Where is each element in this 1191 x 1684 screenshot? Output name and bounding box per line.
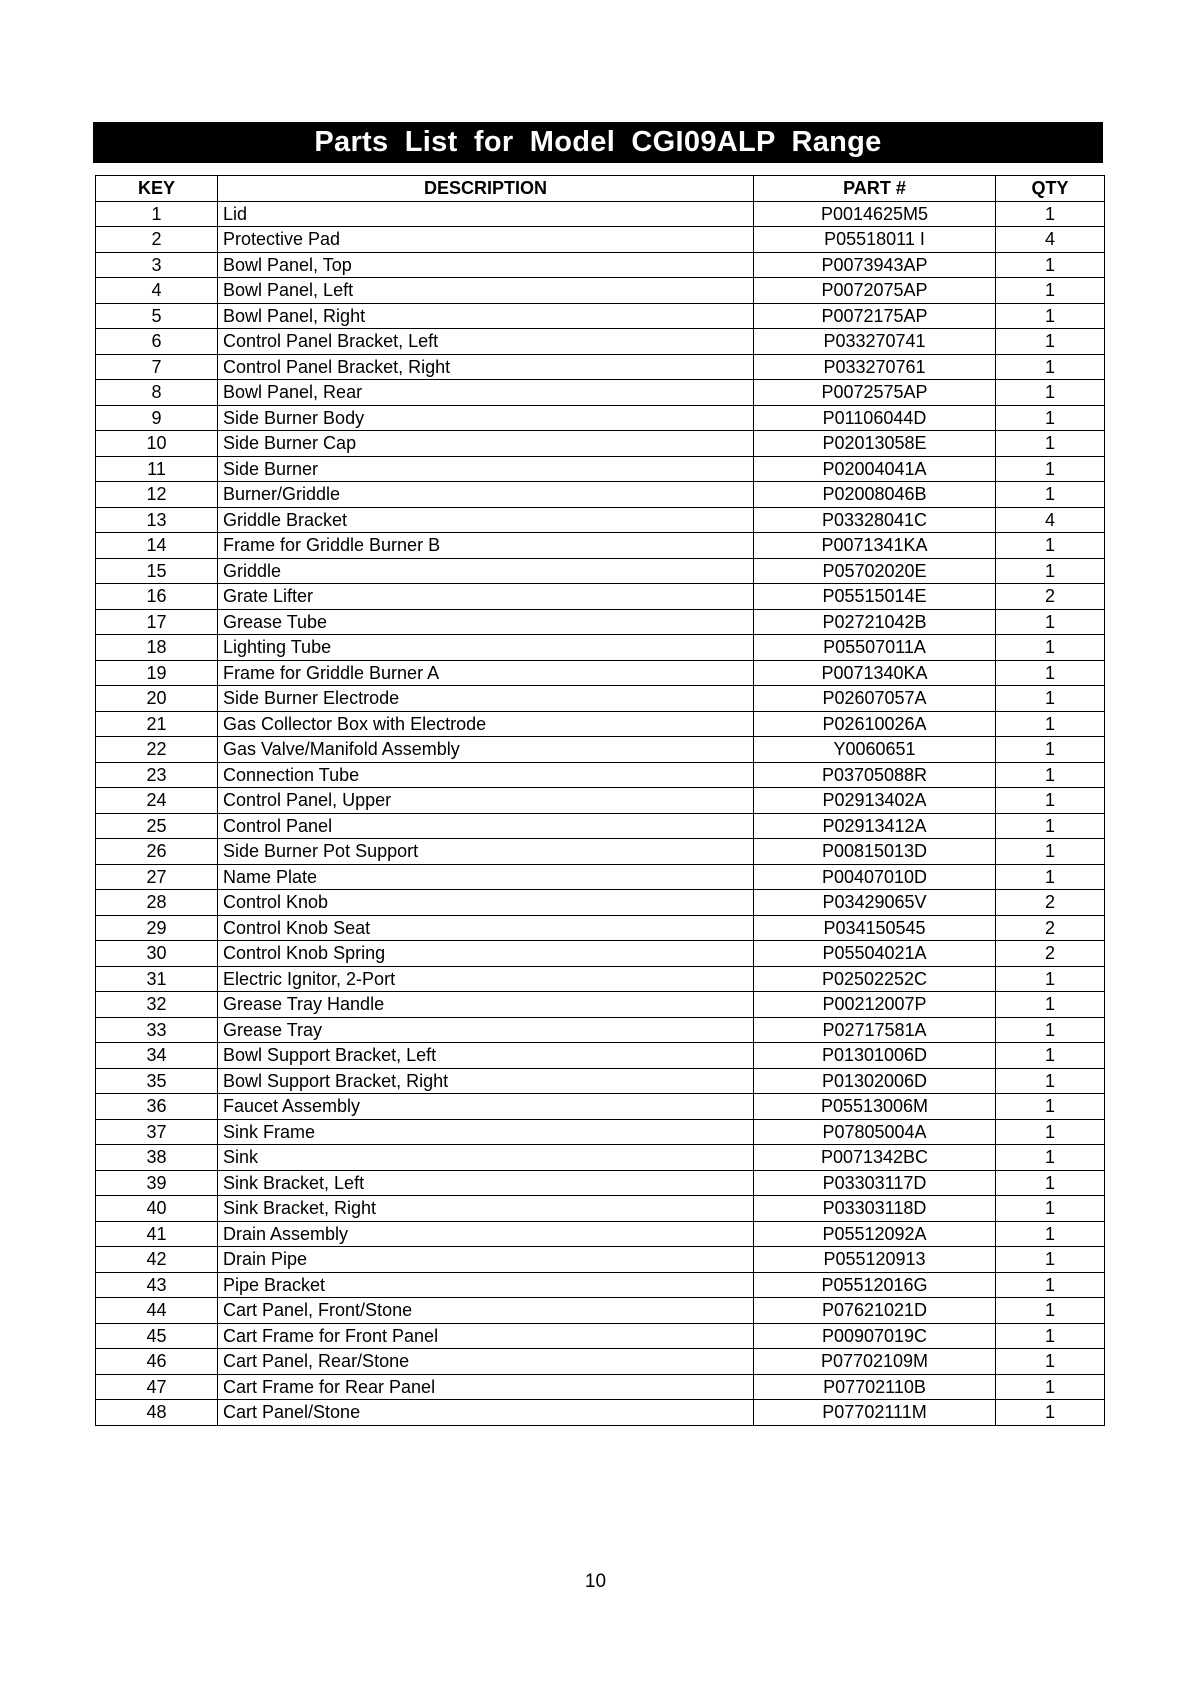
table-row	[96, 1221, 1105, 1247]
table-row	[96, 1400, 1105, 1426]
cell-part-number: P03303118D	[754, 1196, 996, 1222]
cell-key: 5	[96, 303, 218, 329]
cell-key: 21	[96, 711, 218, 737]
cell-qty: 1	[996, 1400, 1105, 1426]
cell-qty: 1	[996, 1374, 1105, 1400]
cell-description: Lid	[218, 201, 754, 227]
cell-key: 42	[96, 1247, 218, 1273]
table-row	[96, 813, 1105, 839]
cell-part-number: P03328041C	[754, 507, 996, 533]
cell-description: Side Burner	[218, 456, 754, 482]
table-row	[96, 507, 1105, 533]
cell-qty: 1	[996, 686, 1105, 712]
cell-description: Control Knob Seat	[218, 915, 754, 941]
cell-key: 26	[96, 839, 218, 865]
table-body	[96, 201, 1105, 1425]
cell-part-number: P034150545	[754, 915, 996, 941]
cell-description: Connection Tube	[218, 762, 754, 788]
cell-key: 40	[96, 1196, 218, 1222]
cell-part-number: P07702109M	[754, 1349, 996, 1375]
table-row	[96, 966, 1105, 992]
cell-description: Bowl Support Bracket, Left	[218, 1043, 754, 1069]
cell-key: 36	[96, 1094, 218, 1120]
cell-description: Frame for Griddle Burner B	[218, 533, 754, 559]
cell-qty: 1	[996, 1119, 1105, 1145]
cell-key: 16	[96, 584, 218, 610]
cell-key: 41	[96, 1221, 218, 1247]
cell-part-number: P02502252C	[754, 966, 996, 992]
cell-description: Sink Bracket, Right	[218, 1196, 754, 1222]
cell-description: Bowl Panel, Right	[218, 303, 754, 329]
cell-description: Drain Assembly	[218, 1221, 754, 1247]
page-title: Parts List for Model CGI09ALP Range	[93, 122, 1103, 163]
cell-part-number: P0071340KA	[754, 660, 996, 686]
cell-qty: 1	[996, 380, 1105, 406]
cell-qty: 1	[996, 864, 1105, 890]
cell-qty: 1	[996, 1272, 1105, 1298]
cell-key: 37	[96, 1119, 218, 1145]
table-row	[96, 1017, 1105, 1043]
cell-part-number: P07621021D	[754, 1298, 996, 1324]
table-row	[96, 1196, 1105, 1222]
table-row	[96, 533, 1105, 559]
cell-qty: 1	[996, 1247, 1105, 1273]
cell-description: Cart Frame for Front Panel	[218, 1323, 754, 1349]
cell-part-number: P033270761	[754, 354, 996, 380]
cell-qty: 1	[996, 762, 1105, 788]
cell-part-number: P01301006D	[754, 1043, 996, 1069]
cell-part-number: P02004041A	[754, 456, 996, 482]
cell-part-number: P01106044D	[754, 405, 996, 431]
cell-key: 8	[96, 380, 218, 406]
cell-key: 31	[96, 966, 218, 992]
table-row	[96, 405, 1105, 431]
table-row	[96, 1374, 1105, 1400]
cell-part-number: P02721042B	[754, 609, 996, 635]
cell-key: 13	[96, 507, 218, 533]
cell-part-number: P03429065V	[754, 890, 996, 916]
table-row	[96, 431, 1105, 457]
cell-description: Control Knob	[218, 890, 754, 916]
cell-key: 33	[96, 1017, 218, 1043]
cell-key: 46	[96, 1349, 218, 1375]
cell-key: 3	[96, 252, 218, 278]
table-row	[96, 278, 1105, 304]
cell-key: 7	[96, 354, 218, 380]
table-row	[96, 227, 1105, 253]
cell-qty: 1	[996, 966, 1105, 992]
cell-description: Side Burner Electrode	[218, 686, 754, 712]
cell-description: Bowl Panel, Top	[218, 252, 754, 278]
cell-qty: 1	[996, 431, 1105, 457]
cell-qty: 1	[996, 1221, 1105, 1247]
cell-key: 10	[96, 431, 218, 457]
cell-key: 20	[96, 686, 218, 712]
cell-part-number: P07805004A	[754, 1119, 996, 1145]
table-row	[96, 1349, 1105, 1375]
cell-qty: 1	[996, 303, 1105, 329]
cell-qty: 1	[996, 711, 1105, 737]
cell-part-number: P05504021A	[754, 941, 996, 967]
cell-part-number: P02013058E	[754, 431, 996, 457]
cell-key: 29	[96, 915, 218, 941]
cell-description: Lighting Tube	[218, 635, 754, 661]
cell-key: 2	[96, 227, 218, 253]
cell-part-number: P0071342BC	[754, 1145, 996, 1171]
table-row	[96, 864, 1105, 890]
cell-qty: 1	[996, 1043, 1105, 1069]
cell-key: 35	[96, 1068, 218, 1094]
cell-description: Grate Lifter	[218, 584, 754, 610]
cell-description: Cart Panel, Front/Stone	[218, 1298, 754, 1324]
table-row	[96, 635, 1105, 661]
cell-qty: 1	[996, 1298, 1105, 1324]
cell-qty: 4	[996, 227, 1105, 253]
cell-key: 38	[96, 1145, 218, 1171]
cell-key: 1	[96, 201, 218, 227]
cell-description: Sink	[218, 1145, 754, 1171]
cell-description: Sink Frame	[218, 1119, 754, 1145]
table-row	[96, 1145, 1105, 1171]
table-row	[96, 839, 1105, 865]
cell-qty: 1	[996, 1145, 1105, 1171]
table-row	[96, 1094, 1105, 1120]
cell-qty: 1	[996, 252, 1105, 278]
table-row	[96, 890, 1105, 916]
cell-key: 28	[96, 890, 218, 916]
cell-description: Faucet Assembly	[218, 1094, 754, 1120]
cell-description: Drain Pipe	[218, 1247, 754, 1273]
cell-description: Name Plate	[218, 864, 754, 890]
table-row	[96, 201, 1105, 227]
table-row	[96, 1272, 1105, 1298]
cell-description: Control Panel Bracket, Right	[218, 354, 754, 380]
cell-key: 9	[96, 405, 218, 431]
cell-part-number: P0072575AP	[754, 380, 996, 406]
cell-part-number: P00212007P	[754, 992, 996, 1018]
cell-qty: 1	[996, 1017, 1105, 1043]
cell-description: Cart Frame for Rear Panel	[218, 1374, 754, 1400]
table-row	[96, 252, 1105, 278]
cell-part-number: P03705088R	[754, 762, 996, 788]
column-header-qty: QTY	[996, 176, 1105, 202]
cell-key: 24	[96, 788, 218, 814]
cell-qty: 1	[996, 635, 1105, 661]
cell-description: Bowl Panel, Rear	[218, 380, 754, 406]
cell-part-number: P00815013D	[754, 839, 996, 865]
cell-description: Bowl Panel, Left	[218, 278, 754, 304]
cell-part-number: P0073943AP	[754, 252, 996, 278]
column-header-description: DESCRIPTION	[218, 176, 754, 202]
cell-part-number: P05507011A	[754, 635, 996, 661]
cell-qty: 1	[996, 609, 1105, 635]
table-row	[96, 1068, 1105, 1094]
table-row	[96, 1119, 1105, 1145]
cell-qty: 1	[996, 354, 1105, 380]
cell-description: Cart Panel, Rear/Stone	[218, 1349, 754, 1375]
cell-key: 19	[96, 660, 218, 686]
table-row	[96, 1247, 1105, 1273]
cell-qty: 1	[996, 482, 1105, 508]
cell-qty: 2	[996, 941, 1105, 967]
cell-key: 34	[96, 1043, 218, 1069]
cell-part-number: P055120913	[754, 1247, 996, 1273]
cell-key: 30	[96, 941, 218, 967]
table-row	[96, 456, 1105, 482]
cell-description: Burner/Griddle	[218, 482, 754, 508]
cell-key: 43	[96, 1272, 218, 1298]
cell-part-number: P0071341KA	[754, 533, 996, 559]
cell-key: 48	[96, 1400, 218, 1426]
cell-description: Griddle	[218, 558, 754, 584]
table-row	[96, 380, 1105, 406]
cell-part-number: P05512016G	[754, 1272, 996, 1298]
cell-qty: 1	[996, 1094, 1105, 1120]
cell-part-number: P02913402A	[754, 788, 996, 814]
cell-part-number: P00907019C	[754, 1323, 996, 1349]
cell-key: 44	[96, 1298, 218, 1324]
table-row	[96, 941, 1105, 967]
cell-part-number: P03303117D	[754, 1170, 996, 1196]
table-row	[96, 609, 1105, 635]
cell-key: 27	[96, 864, 218, 890]
cell-description: Protective Pad	[218, 227, 754, 253]
cell-key: 11	[96, 456, 218, 482]
table-row	[96, 482, 1105, 508]
cell-part-number: P05513006M	[754, 1094, 996, 1120]
cell-part-number: P05512092A	[754, 1221, 996, 1247]
table-header-row	[96, 176, 1105, 202]
cell-description: Sink Bracket, Left	[218, 1170, 754, 1196]
cell-qty: 1	[996, 405, 1105, 431]
cell-key: 22	[96, 737, 218, 763]
column-header-part: PART #	[754, 176, 996, 202]
table-row	[96, 788, 1105, 814]
cell-description: Control Panel Bracket, Left	[218, 329, 754, 355]
table-row	[96, 1170, 1105, 1196]
cell-key: 17	[96, 609, 218, 635]
cell-qty: 1	[996, 1068, 1105, 1094]
cell-description: Grease Tray Handle	[218, 992, 754, 1018]
cell-key: 6	[96, 329, 218, 355]
cell-qty: 2	[996, 915, 1105, 941]
cell-part-number: P01302006D	[754, 1068, 996, 1094]
cell-qty: 1	[996, 201, 1105, 227]
cell-qty: 1	[996, 456, 1105, 482]
cell-part-number: P0072075AP	[754, 278, 996, 304]
table-row	[96, 584, 1105, 610]
page-number: 10	[584, 1571, 607, 1592]
cell-part-number: P0072175AP	[754, 303, 996, 329]
table-row	[96, 762, 1105, 788]
cell-description: Pipe Bracket	[218, 1272, 754, 1298]
cell-qty: 1	[996, 788, 1105, 814]
cell-qty: 1	[996, 1170, 1105, 1196]
cell-qty: 1	[996, 278, 1105, 304]
cell-key: 15	[96, 558, 218, 584]
cell-qty: 1	[996, 992, 1105, 1018]
cell-description: Side Burner Body	[218, 405, 754, 431]
cell-description: Control Panel	[218, 813, 754, 839]
cell-description: Griddle Bracket	[218, 507, 754, 533]
cell-part-number: P05702020E	[754, 558, 996, 584]
cell-description: Control Panel, Upper	[218, 788, 754, 814]
cell-part-number: P00407010D	[754, 864, 996, 890]
table-row	[96, 303, 1105, 329]
cell-part-number: P02607057A	[754, 686, 996, 712]
cell-qty: 1	[996, 660, 1105, 686]
cell-qty: 2	[996, 890, 1105, 916]
cell-qty: 1	[996, 533, 1105, 559]
cell-description: Bowl Support Bracket, Right	[218, 1068, 754, 1094]
cell-description: Side Burner Cap	[218, 431, 754, 457]
cell-qty: 1	[996, 813, 1105, 839]
cell-key: 14	[96, 533, 218, 559]
cell-qty: 1	[996, 558, 1105, 584]
cell-key: 23	[96, 762, 218, 788]
cell-part-number: P02717581A	[754, 1017, 996, 1043]
cell-description: Cart Panel/Stone	[218, 1400, 754, 1426]
table-row	[96, 1323, 1105, 1349]
table-row	[96, 1043, 1105, 1069]
cell-description: Gas Valve/Manifold Assembly	[218, 737, 754, 763]
table-row	[96, 686, 1105, 712]
cell-part-number: P05518011 I	[754, 227, 996, 253]
cell-key: 12	[96, 482, 218, 508]
cell-qty: 4	[996, 507, 1105, 533]
table-row	[96, 660, 1105, 686]
cell-qty: 1	[996, 839, 1105, 865]
cell-part-number: Y0060651	[754, 737, 996, 763]
parts-table	[95, 175, 1105, 1426]
cell-description: Side Burner Pot Support	[218, 839, 754, 865]
cell-key: 32	[96, 992, 218, 1018]
cell-qty: 1	[996, 329, 1105, 355]
cell-part-number: P07702111M	[754, 1400, 996, 1426]
cell-part-number: P0014625M5	[754, 201, 996, 227]
cell-part-number: P07702110B	[754, 1374, 996, 1400]
cell-key: 25	[96, 813, 218, 839]
cell-qty: 1	[996, 1323, 1105, 1349]
cell-description: Gas Collector Box with Electrode	[218, 711, 754, 737]
cell-key: 47	[96, 1374, 218, 1400]
cell-key: 45	[96, 1323, 218, 1349]
cell-key: 18	[96, 635, 218, 661]
table-row	[96, 915, 1105, 941]
table-row	[96, 558, 1105, 584]
table-row	[96, 992, 1105, 1018]
cell-qty: 1	[996, 737, 1105, 763]
table-row	[96, 737, 1105, 763]
cell-key: 4	[96, 278, 218, 304]
table-row	[96, 1298, 1105, 1324]
cell-key: 39	[96, 1170, 218, 1196]
cell-part-number: P05515014E	[754, 584, 996, 610]
cell-qty: 2	[996, 584, 1105, 610]
table-row	[96, 329, 1105, 355]
column-header-key: KEY	[96, 176, 218, 202]
cell-qty: 1	[996, 1196, 1105, 1222]
cell-part-number: P02008046B	[754, 482, 996, 508]
cell-qty: 1	[996, 1349, 1105, 1375]
cell-part-number: P033270741	[754, 329, 996, 355]
cell-part-number: P02610026A	[754, 711, 996, 737]
cell-description: Grease Tube	[218, 609, 754, 635]
table-row	[96, 354, 1105, 380]
cell-part-number: P02913412A	[754, 813, 996, 839]
cell-description: Electric Ignitor, 2-Port	[218, 966, 754, 992]
cell-description: Grease Tray	[218, 1017, 754, 1043]
cell-description: Control Knob Spring	[218, 941, 754, 967]
table-row	[96, 711, 1105, 737]
cell-description: Frame for Griddle Burner A	[218, 660, 754, 686]
